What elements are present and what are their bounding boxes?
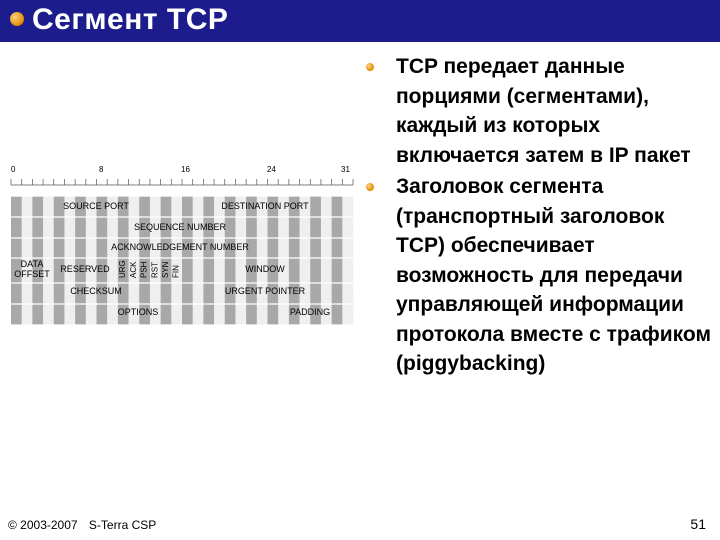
bit-stripe — [182, 196, 193, 325]
field-data-offset-line2: OFFSET — [14, 269, 50, 279]
bit-stripe — [268, 196, 279, 325]
bit-label-16: 16 — [181, 165, 190, 174]
tcp-header-svg — [0, 150, 360, 330]
bit-stripe — [321, 196, 332, 325]
bit-stripe — [246, 196, 257, 325]
bullet-dot-icon — [366, 183, 374, 191]
flag-label-urg: URG — [118, 260, 128, 278]
field-window: WINDOW — [245, 264, 285, 274]
bit-stripe — [278, 196, 289, 325]
bit-stripe — [225, 196, 236, 325]
footer-company: S-Terra CSP — [88, 518, 157, 532]
bit-stripe — [332, 196, 343, 325]
bit-stripe — [75, 196, 86, 325]
field-data-offset-line1: DATA — [20, 259, 44, 269]
field-sequence-number: SEQUENCE NUMBER — [133, 222, 227, 232]
tcp-header-diagram — [0, 150, 360, 330]
bit-stripes — [11, 196, 353, 325]
page-number: 51 — [690, 516, 706, 532]
bit-stripe — [310, 196, 321, 325]
bullet-item-1 — [364, 52, 714, 170]
title-bullet-icon — [10, 12, 24, 26]
bit-stripe — [289, 196, 300, 325]
bit-stripe — [129, 196, 140, 325]
bit-stripe — [139, 196, 150, 325]
flag-label-rst: RST — [150, 262, 160, 278]
bit-stripe — [214, 196, 225, 325]
flag-label-ack: ACK — [128, 261, 138, 278]
slide-title: Сегмент TCP — [32, 3, 229, 36]
bit-stripe — [235, 196, 246, 325]
bullet-list — [364, 52, 714, 381]
title-bar — [0, 0, 720, 40]
bit-stripe — [54, 196, 65, 325]
flag-label-psh: PSH — [139, 261, 149, 278]
title-underline — [0, 40, 720, 42]
bit-label-24: 24 — [267, 165, 276, 174]
bullet-item-2 — [364, 172, 714, 379]
footer-copyright: © 2003-2007 — [8, 518, 78, 532]
bit-stripe — [257, 196, 268, 325]
field-checksum: CHECKSUM — [70, 286, 122, 296]
bullet-text: TCP передает данные порциями (сегментами), каждый из которых включается затем в IP пакет — [396, 55, 691, 167]
bit-stripe — [150, 196, 161, 325]
field-options: OPTIONS — [117, 307, 159, 317]
bit-stripe — [300, 196, 311, 325]
bit-label-31: 31 — [341, 165, 350, 174]
bit-stripe — [342, 196, 353, 325]
flag-label-fin: FIN — [171, 265, 181, 278]
bit-stripe — [161, 196, 172, 325]
flag-label-syn: SYN — [160, 261, 170, 278]
bit-ruler — [11, 179, 353, 185]
bullet-dot-icon — [366, 63, 374, 71]
footer-left — [8, 518, 164, 532]
bit-stripe — [193, 196, 204, 325]
field-source-port: SOURCE PORT — [63, 201, 129, 211]
field-acknowledgement-number: ACKNOWLEDGEMENT NUMBER — [111, 242, 249, 252]
field-urgent-pointer: URGENT POINTER — [224, 286, 306, 296]
bit-stripe — [64, 196, 75, 325]
bit-stripe — [107, 196, 118, 325]
bit-stripe — [97, 196, 108, 325]
field-reserved: RESERVED — [60, 264, 110, 274]
bullet-text: Заголовок сегмента (транспортный заголовок TCP) обеспечивает возможность для передачи управляющей информации протокола вместе с трафиком (piggybacking) — [396, 175, 711, 375]
bit-stripe — [171, 196, 182, 325]
bit-label-8: 8 — [99, 165, 104, 174]
bit-label-0: 0 — [11, 165, 16, 174]
bit-stripe — [43, 196, 54, 325]
field-padding: PADDING — [289, 307, 331, 317]
bit-stripe — [203, 196, 214, 325]
bit-stripe — [86, 196, 97, 325]
field-destination-port: DESTINATION PORT — [221, 201, 309, 211]
